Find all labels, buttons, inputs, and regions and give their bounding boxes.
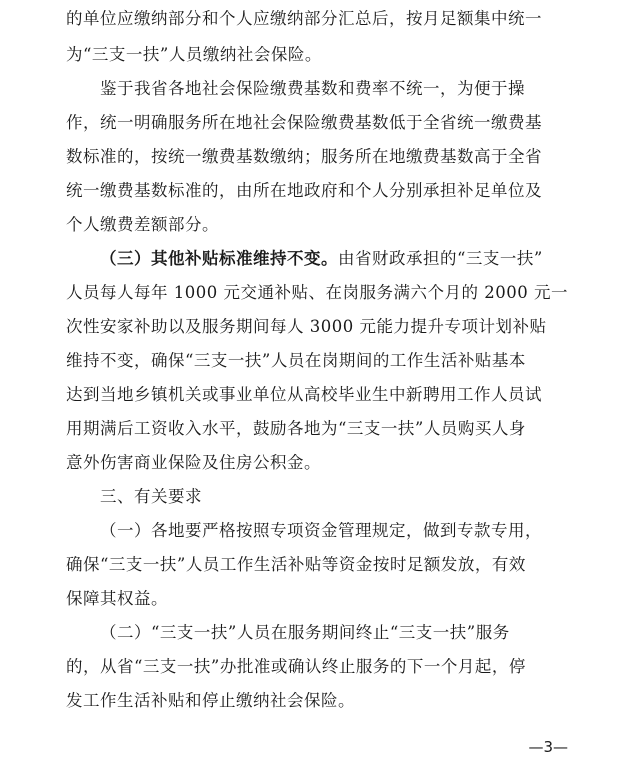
text-line: 的，从省“三支一扶”办批准或确认终止服务的下一个月起，停 (66, 657, 526, 676)
text-fragment: 由省财政承担的“三支一扶” (338, 249, 543, 268)
text-line: 的单位应缴纳部分和个人应缴纳部分汇总后，按月足额集中统一 (66, 9, 542, 28)
text-line: 确保“三支一扶”人员工作生活补贴等资金按时足额发放，有效 (66, 555, 526, 574)
page-number: —3— (528, 738, 568, 756)
paragraph-heading: （三）其他补贴标准维持不变。 (100, 249, 338, 268)
text-line: 鉴于我省各地社会保险缴费基数和费率不统一，为便于操 (100, 79, 525, 98)
section-title: 三、有关要求 (100, 487, 202, 506)
text-line: 达到当地乡镇机关或事业单位从高校毕业生中新聘用工作人员试 (66, 385, 542, 404)
text-line: 个人缴费差额部分。 (66, 215, 219, 234)
text-line: 次性安家补助以及服务期间每人 3000 元能力提升专项计划补贴 (66, 317, 547, 336)
text-line: 作，统一明确服务所在地社会保险缴费基数低于全省统一缴费基 (66, 113, 542, 132)
text-line: 用期满后工资收入水平，鼓励各地为“三支一扶”人员购买人身 (66, 419, 526, 438)
text-line: 发工作生活补贴和停止缴纳社会保险。 (66, 691, 355, 710)
text-line: 统一缴费基数标准的，由所在地政府和个人分别承担补足单位及 (66, 181, 542, 200)
text-line: 人员每人每年 1000 元交通补贴、在岗服务满六个月的 2000 元一 (66, 283, 568, 302)
paragraph-heading-line (100, 249, 543, 269)
text-line: 数标准的，按统一缴费基数缴纳；服务所在地缴费基数高于全省 (66, 147, 542, 166)
text-line: （一）各地要严格按照专项资金管理规定，做到专款专用， (100, 521, 542, 540)
text-line: （二）“三支一扶”人员在服务期间终止“三支一扶”服务 (100, 623, 510, 642)
text-line: 为“三支一扶”人员缴纳社会保险。 (66, 45, 322, 64)
text-line: 意外伤害商业保险及住房公积金。 (66, 453, 321, 472)
text-line: 维持不变，确保“三支一扶”人员在岗期间的工作生活补贴基本 (66, 351, 526, 370)
text-line: 保障其权益。 (66, 589, 168, 608)
